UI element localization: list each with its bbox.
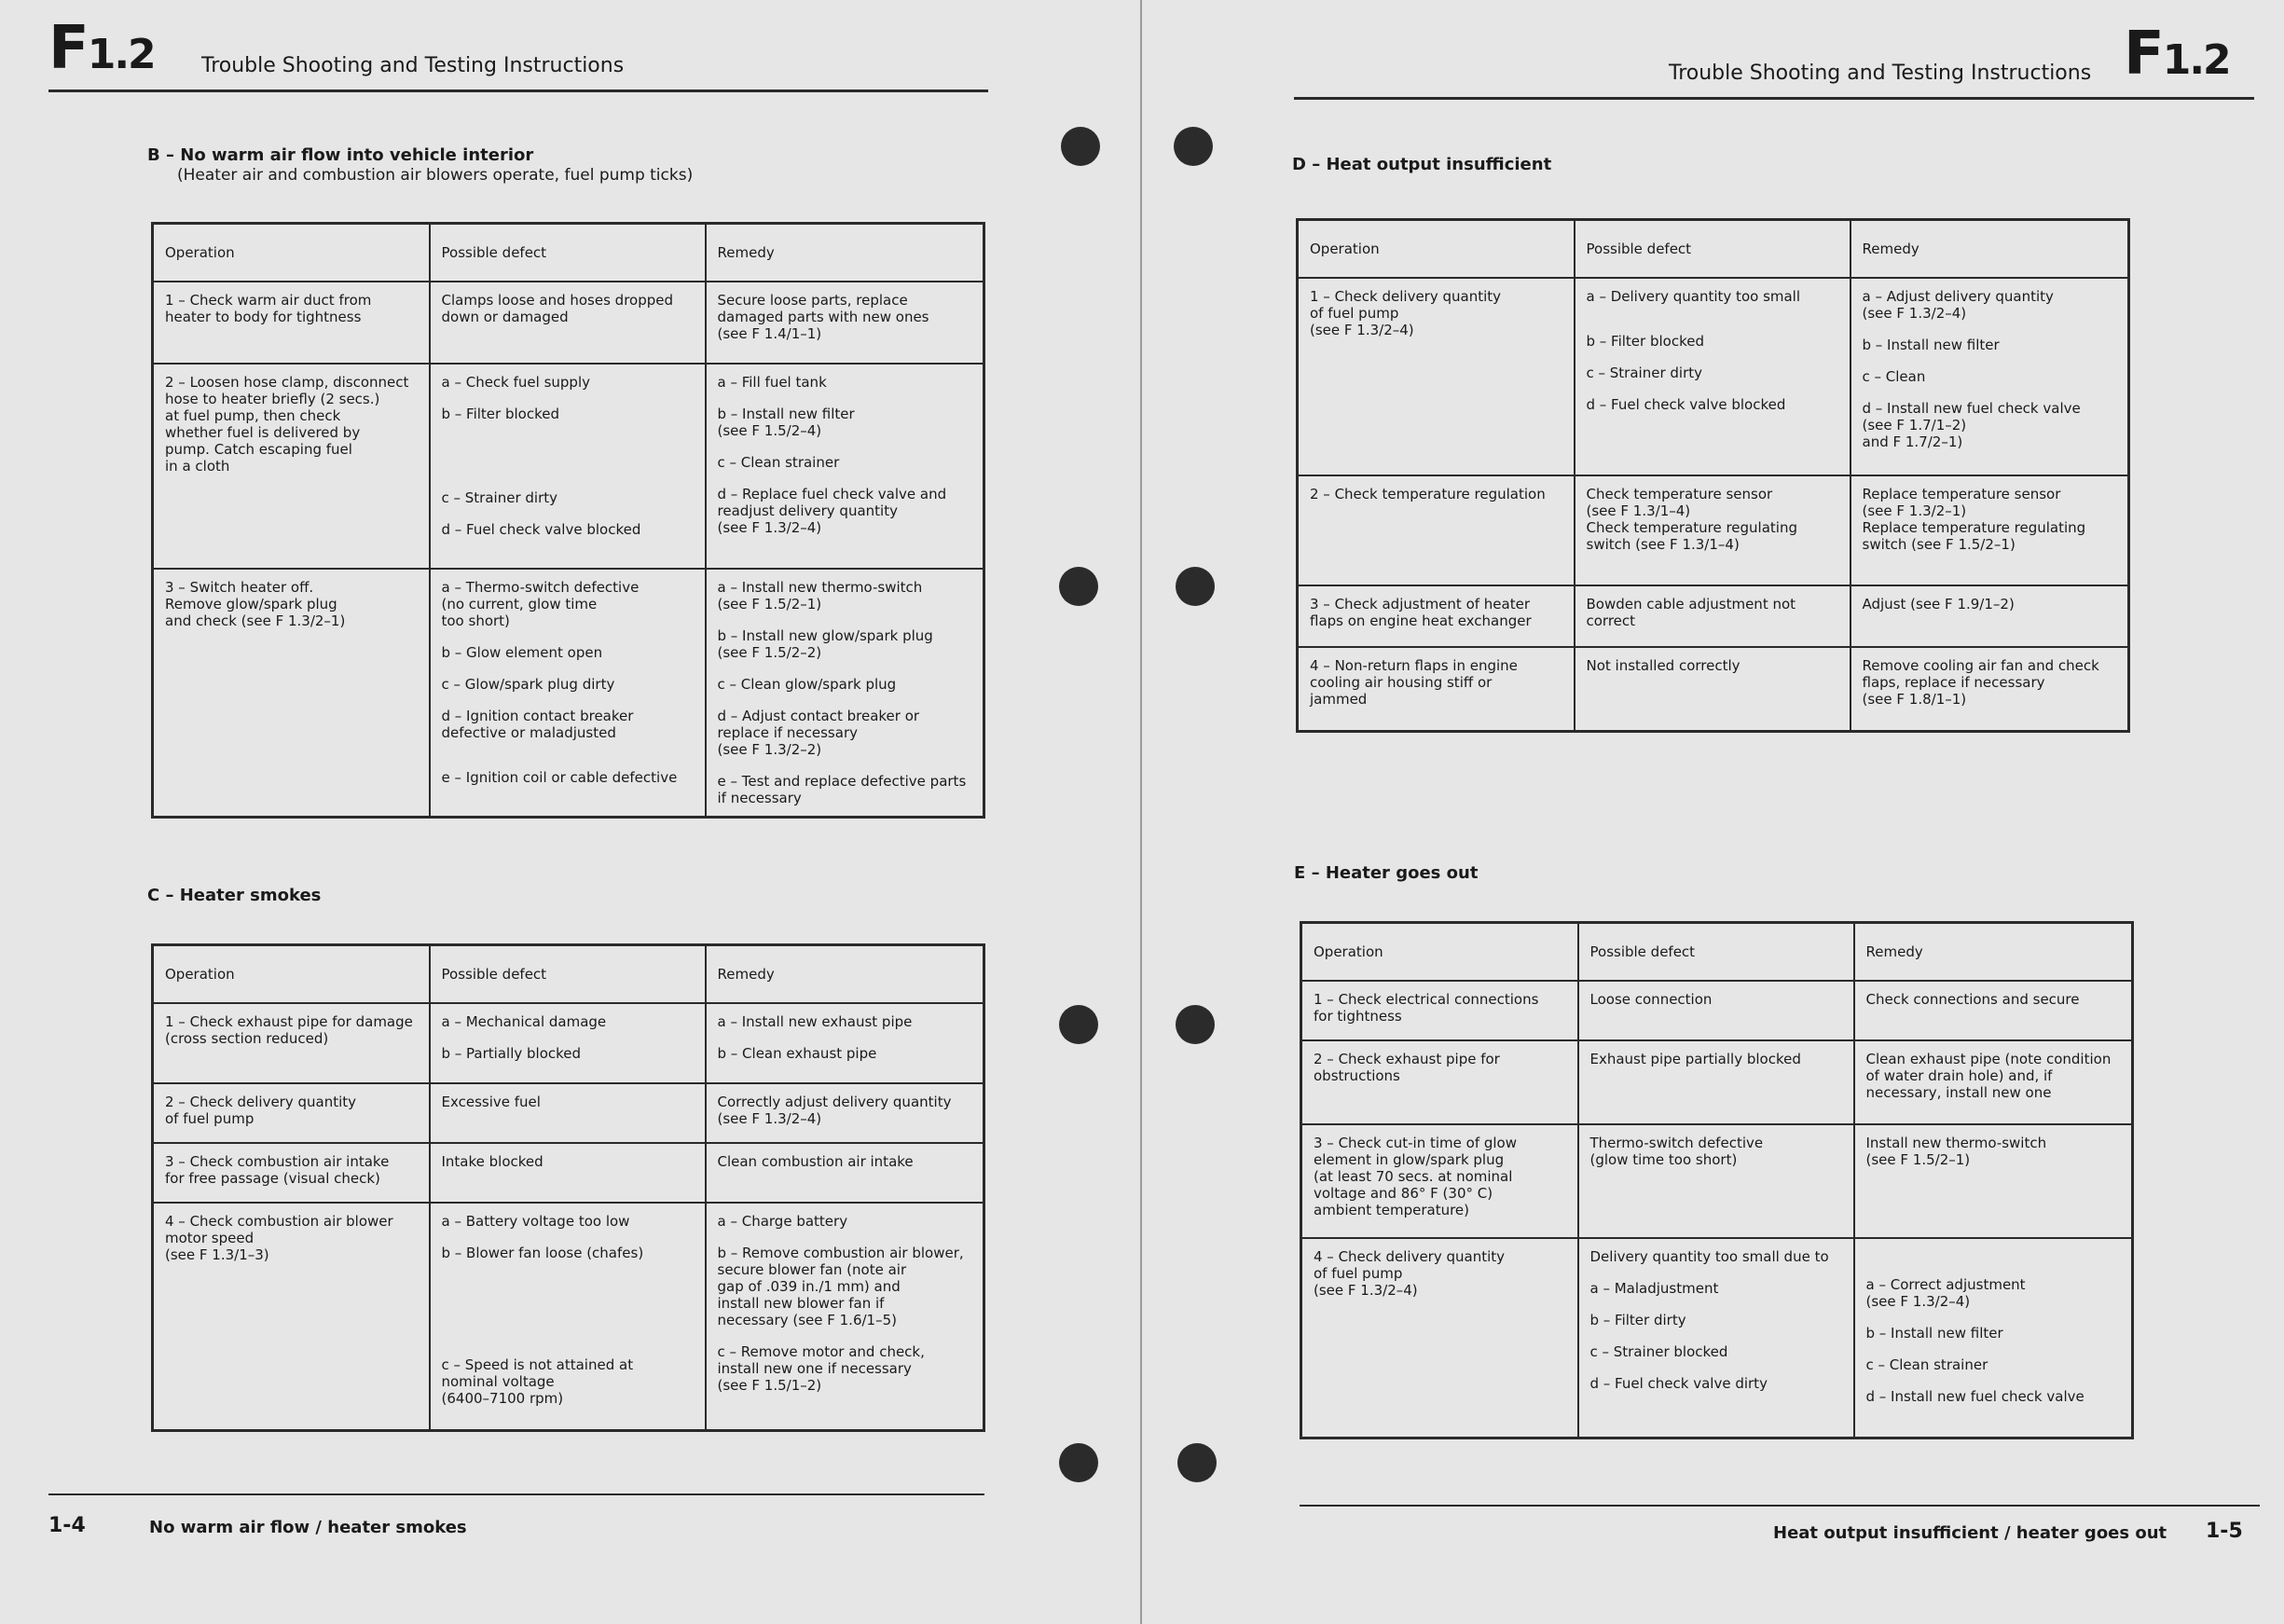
binder-hole [1059,1005,1098,1044]
remedy-cell [706,1083,984,1143]
defect-cell [1578,981,1854,1040]
column-header-possible-defect: Possible defect [1575,220,1851,279]
defect-cell [430,282,706,364]
operation-text: 1 – Check warm air duct from heater to body for tightness [165,292,372,325]
remedy-text: Adjust (see F 1.9/1–2) [1862,596,2015,612]
defect-text: Thermo-switch defective (glow time too short) [1589,1135,1764,1168]
remedy-text: a – Adjust delivery quantity (see F 1.3/2–4) [1862,288,2054,322]
section-code: F1.2 [48,14,155,83]
section-b-table [151,222,985,819]
footer-title: Heat output insufficient / heater goes out [1773,1523,2167,1543]
remedy-cell [706,1143,984,1203]
column-header-possible-defect: Possible defect [430,945,706,1004]
table-row [1298,647,2129,731]
defect-text: a – Thermo-switch defective (no current, glow time too short) [441,579,640,629]
table-row [153,282,984,364]
remedy-text: a – Install new thermo-switch (see F 1.5/2–1) [717,579,923,612]
remedy-text: d – Install new fuel check valve (see F 1.7/1–2) and F 1.7/2–1) [1862,400,2081,450]
remedy-cell [706,569,984,818]
defect-cell [1575,647,1851,731]
operation-text: 2 – Loosen hose clamp, disconnect hose to heater briefly (2 secs.) at fuel pump, then check whether fuel is delivered by pump. Catch escaping fuel in a cloth [165,374,409,475]
operation-cell [1301,1040,1578,1124]
operation-cell [1298,585,1575,647]
defect-text: c – Speed is not attained at nominal voltage (6400–7100 rpm) [441,1356,634,1407]
page-number: 1-5 [2206,1520,2243,1543]
section-b-subtitle: (Heater air and combustion air blowers operate, fuel pump ticks) [177,166,694,185]
operation-text: 3 – Check adjustment of heater flaps on engine heat exchanger [1310,596,1532,629]
remedy-cell [1851,585,2129,647]
remedy-text: c – Clean strainer [1865,1356,1988,1373]
table-row [1301,1040,2133,1124]
table-row [153,569,984,818]
operation-text: 3 – Check cut-in time of glow element in glow/spark plug (at least 70 secs. at nominal voltage and 86° F (30° C) ambient temperature) [1314,1135,1517,1218]
operation-text: 4 – Check delivery quantity of fuel pump (see F 1.3/2–4) [1314,1248,1506,1299]
running-title: Trouble Shooting and Testing Instructions [1669,62,2092,85]
remedy-text: Secure loose parts, replace damaged parts with new ones (see F 1.4/1–1) [717,292,929,342]
defect-text: a – Mechanical damage [441,1013,607,1030]
remedy-cell [706,1203,984,1430]
operation-cell [153,1003,430,1083]
remedy-text: c – Clean [1862,368,1926,385]
table-row [1301,1238,2133,1438]
defect-text: b – Filter blocked [1586,333,1704,350]
defect-text: Not installed correctly [1586,657,1741,674]
defect-text: a – Check fuel supply [441,374,590,391]
table-header-row [153,224,984,282]
footer-rule [1300,1505,2260,1507]
remedy-text: Clean exhaust pipe (note condition of water drain hole) and, if necessary, install new one [1865,1051,2112,1101]
remedy-text: Install new thermo-switch (see F 1.5/2–1) [1865,1135,2047,1168]
operation-text: 2 – Check temperature regulation [1310,486,1546,502]
remedy-text: e – Test and replace defective parts if necessary [717,773,967,806]
defect-text: Loose connection [1589,991,1713,1008]
table-header-row [1298,220,2129,279]
defect-cell [1578,1124,1854,1238]
defect-cell [1578,1238,1854,1438]
operation-cell [1298,647,1575,731]
defect-text: b – Filter dirty [1589,1312,1686,1328]
right-page [1141,0,2284,1624]
remedy-text: d – Install new fuel check valve [1865,1388,2084,1405]
column-header-remedy: Remedy [1851,220,2129,279]
defect-text: b – Filter blocked [441,406,559,422]
remedy-cell [1854,1040,2133,1124]
column-header-remedy: Remedy [706,945,984,1004]
binder-hole [1059,567,1098,606]
footer-title: No warm air flow / heater smokes [149,1518,467,1537]
remedy-text: Clean combustion air intake [717,1153,914,1170]
footer-rule [48,1493,984,1495]
remedy-text: Check connections and secure [1865,991,2080,1008]
left-page [0,0,1141,1624]
binder-hole [1059,1443,1098,1482]
remedy-text: c – Clean strainer [717,454,840,471]
operation-text: 2 – Check delivery quantity of fuel pump [165,1094,357,1127]
remedy-text: a – Charge battery [717,1213,848,1230]
remedy-text: b – Install new filter (see F 1.5/2–4) [717,406,855,439]
table-row [153,1003,984,1083]
defect-text: Excessive fuel [441,1094,541,1110]
section-code: F1.2 [2124,20,2230,89]
table-row [1301,1124,2133,1238]
binder-hole [1177,1443,1217,1482]
remedy-text: d – Replace fuel check valve and readjust delivery quantity (see F 1.3/2–4) [717,486,947,536]
table-row [153,1143,984,1203]
defect-cell [1575,585,1851,647]
defect-text: b – Blower fan loose (chafes) [441,1245,644,1261]
running-title: Trouble Shooting and Testing Instructions [201,54,625,77]
defect-text: c – Strainer blocked [1589,1343,1728,1360]
remedy-cell [1851,278,2129,475]
table-row [1298,585,2129,647]
remedy-text: a – Install new exhaust pipe [717,1013,913,1030]
defect-text: e – Ignition coil or cable defective [441,769,678,786]
table-row [153,364,984,569]
defect-text: a – Maladjustment [1589,1280,1719,1297]
remedy-cell [706,1003,984,1083]
operation-cell [153,1203,430,1430]
remedy-text: b – Remove combustion air blower, secure blower fan (note air gap of .039 in./1 mm) and install new blower fan if necessary (see F 1.6/1–5) [717,1245,964,1328]
operation-cell [153,569,430,818]
page-number: 1-4 [48,1514,86,1537]
operation-cell [153,282,430,364]
table-header-row [1301,923,2133,982]
operation-text: 1 – Check delivery quantity of fuel pump (see F 1.3/2–4) [1310,288,1502,338]
section-e-title: E – Heater goes out [1294,863,1479,883]
table-header-row [153,945,984,1004]
remedy-text: Remove cooling air fan and check flaps, replace if necessary (see F 1.8/1–1) [1862,657,2099,708]
defect-cell [430,364,706,569]
remedy-text: c – Clean glow/spark plug [717,676,897,693]
section-e-table [1300,921,2134,1439]
remedy-text: Correctly adjust delivery quantity (see F 1.3/2–4) [717,1094,952,1127]
defect-text: Bowden cable adjustment not correct [1586,596,1796,629]
binder-hole [1176,567,1215,606]
defect-text: Intake blocked [441,1153,543,1170]
remedy-text: a – Correct adjustment (see F 1.3/2–4) [1865,1276,2026,1310]
defect-text: c – Strainer dirty [441,489,557,506]
remedy-cell [1854,1124,2133,1238]
remedy-cell [1851,647,2129,731]
operation-cell [1301,1124,1578,1238]
operation-cell [1301,981,1578,1040]
section-c-title: C – Heater smokes [147,886,322,905]
defect-cell [430,569,706,818]
remedy-text: c – Remove motor and check, install new one if necessary (see F 1.5/1–2) [717,1343,925,1394]
defect-text: Exhaust pipe partially blocked [1589,1051,1801,1067]
header-rule [48,89,988,92]
operation-cell [153,1143,430,1203]
defect-text: b – Partially blocked [441,1045,582,1062]
defect-text: d – Fuel check valve blocked [441,521,641,538]
column-header-operation: Operation [1301,923,1578,982]
remedy-cell [1854,981,2133,1040]
defect-cell [430,1203,706,1430]
defect-cell [1575,475,1851,585]
operation-cell [1298,475,1575,585]
operation-text: 3 – Check combustion air intake for free passage (visual check) [165,1153,390,1187]
binder-hole [1174,127,1213,166]
defect-cell [430,1083,706,1143]
remedy-cell [706,282,984,364]
remedy-text: b – Install new glow/spark plug (see F 1.5/2–2) [717,627,933,661]
remedy-text: b – Clean exhaust pipe [717,1045,877,1062]
remedy-text: b – Install new filter [1862,337,2000,353]
section-d-title: D – Heat output insufficient [1292,155,1552,174]
defect-text: c – Glow/spark plug dirty [441,676,615,693]
operation-text: 4 – Check combustion air blower motor speed (see F 1.3/1–3) [165,1213,393,1263]
column-header-possible-defect: Possible defect [430,224,706,282]
defect-cell [430,1143,706,1203]
column-header-possible-defect: Possible defect [1578,923,1854,982]
column-header-operation: Operation [1298,220,1575,279]
operation-cell [153,364,430,569]
binder-hole [1061,127,1100,166]
section-c-table [151,943,985,1432]
defect-text: Clamps loose and hoses dropped down or damaged [441,292,674,325]
remedy-cell [706,364,984,569]
operation-text: 3 – Switch heater off. Remove glow/spark plug and check (see F 1.3/2–1) [165,579,346,629]
remedy-text: b – Install new filter [1865,1325,2003,1342]
remedy-text: a – Fill fuel tank [717,374,827,391]
remedy-text: Replace temperature sensor (see F 1.3/2–1) Replace temperature regulating switch (see F 1.5/2–1) [1862,486,2086,553]
column-header-operation: Operation [153,945,430,1004]
operation-text: 2 – Check exhaust pipe for obstructions [1314,1051,1500,1084]
defect-text: Check temperature sensor (see F 1.3/1–4) Check temperature regulating switch (see F 1.3/1–4) [1586,486,1797,553]
defect-text: d – Fuel check valve dirty [1589,1375,1768,1392]
defect-text: Delivery quantity too small due to [1589,1248,1829,1265]
section-b-title: B – No warm air flow into vehicle interior [147,145,534,165]
table-row [153,1083,984,1143]
table-row [1298,278,2129,475]
binder-hole [1176,1005,1215,1044]
defect-cell [1575,278,1851,475]
defect-text: d – Ignition contact breaker defective or maladjusted [441,708,634,741]
operation-text: 1 – Check exhaust pipe for damage (cross section reduced) [165,1013,413,1047]
defect-text: a – Delivery quantity too small [1586,288,1801,305]
table-row [1298,475,2129,585]
defect-cell [1578,1040,1854,1124]
column-header-remedy: Remedy [1854,923,2133,982]
operation-text: 4 – Non-return flaps in engine cooling air housing stiff or jammed [1310,657,1518,708]
remedy-text: d – Adjust contact breaker or replace if necessary (see F 1.3/2–2) [717,708,920,758]
defect-cell [430,1003,706,1083]
column-header-operation: Operation [153,224,430,282]
defect-text: b – Glow element open [441,644,603,661]
table-row [153,1203,984,1430]
defect-text: d – Fuel check valve blocked [1586,396,1786,413]
remedy-cell [1851,475,2129,585]
header-rule [1294,97,2254,100]
column-header-remedy: Remedy [706,224,984,282]
operation-cell [153,1083,430,1143]
defect-text: a – Battery voltage too low [441,1213,630,1230]
remedy-cell [1854,1238,2133,1438]
table-row [1301,981,2133,1040]
operation-cell [1301,1238,1578,1438]
operation-cell [1298,278,1575,475]
section-d-table [1296,218,2130,733]
defect-text: c – Strainer dirty [1586,365,1702,381]
operation-text: 1 – Check electrical connections for tightness [1314,991,1539,1025]
